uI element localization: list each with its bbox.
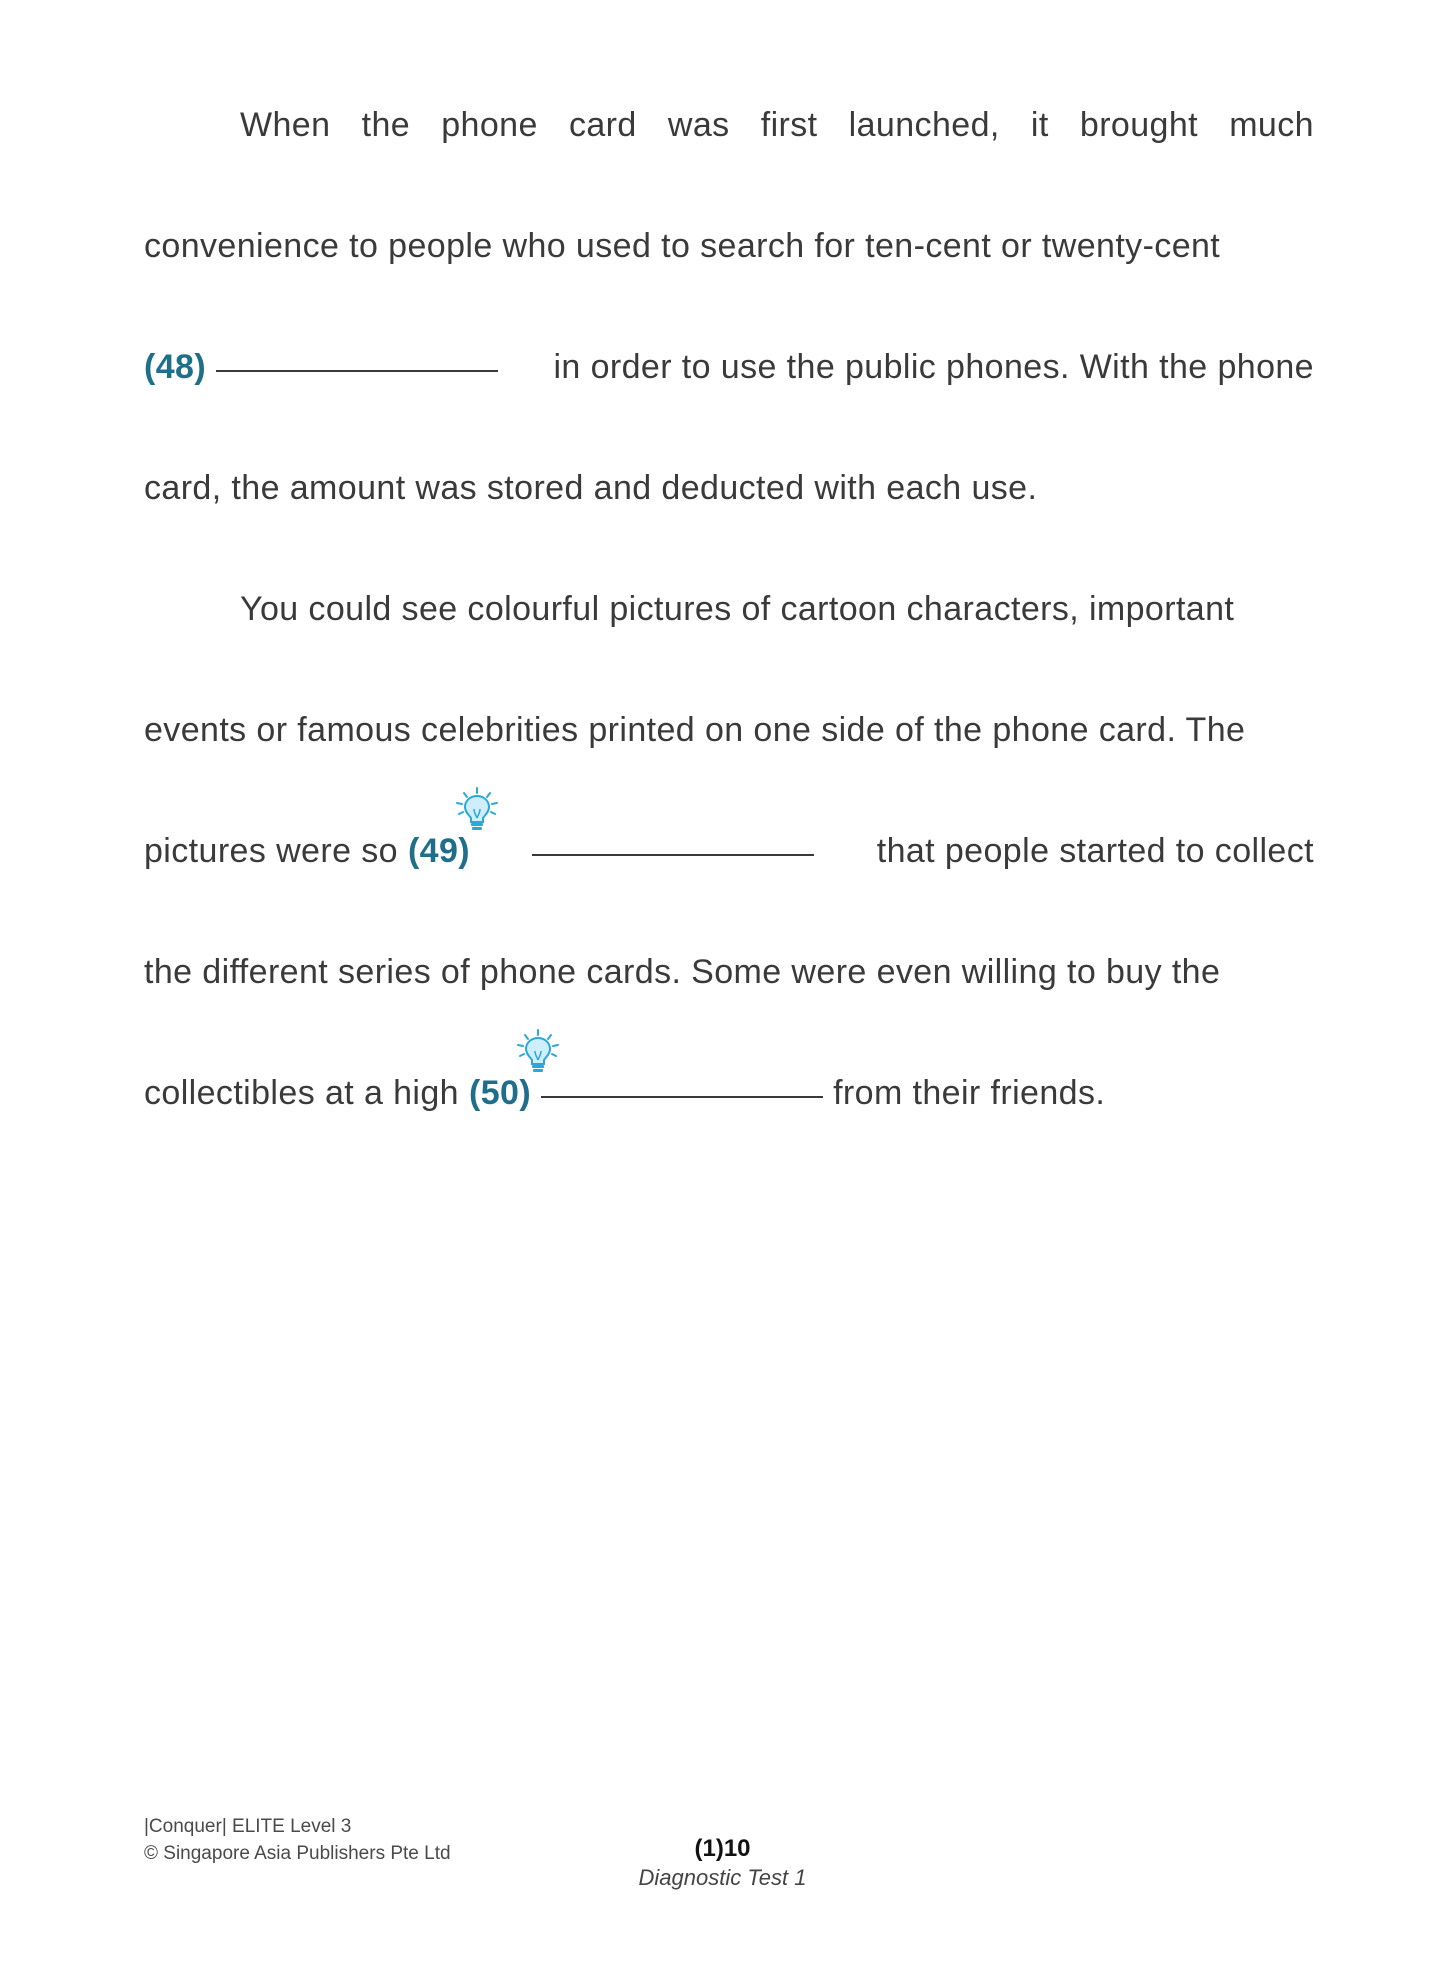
- passage-text: in order to use the public phones. With the phone: [553, 348, 1314, 386]
- passage-line: [144, 337, 1314, 397]
- question-48-group: [144, 337, 498, 397]
- passage-text: convenience to people who used to search for ten-cent or twenty-cent: [144, 227, 1221, 265]
- passage-text: collectibles at a high: [144, 1074, 459, 1112]
- footer-page-info: [0, 1834, 1445, 1892]
- passage-line: [144, 700, 1314, 760]
- answer-blank-48[interactable]: [216, 370, 498, 372]
- passage-line: [144, 216, 1314, 276]
- passage-text: that people started to collect: [876, 832, 1314, 870]
- word: phone: [441, 106, 538, 144]
- question-number-49: (49): [407, 832, 471, 870]
- passage-text: pictures were so: [144, 832, 398, 870]
- passage-line: [240, 579, 1314, 639]
- word: When: [240, 106, 331, 144]
- passage-text: You could see colourful pictures of cartoon characters, important: [240, 590, 1235, 628]
- page-number: (1)10: [694, 1835, 751, 1862]
- question-49-group: [144, 821, 470, 881]
- passage-line: [144, 458, 1314, 518]
- word: was: [667, 106, 730, 144]
- test-name: Diagnostic Test 1: [638, 1865, 807, 1890]
- passage-text: events or famous celebrities printed on one side of the phone card. The: [144, 711, 1246, 749]
- series-title: |Conquer| ELITE Level 3: [144, 1816, 352, 1837]
- question-number-48: (48): [144, 348, 207, 386]
- question-50-group: [144, 1063, 1105, 1123]
- passage-line: [144, 821, 1314, 881]
- word: launched,: [848, 106, 1000, 144]
- word: the: [361, 106, 411, 144]
- passage-text: card, the amount was stored and deducted with each use.: [144, 469, 1038, 507]
- answer-blank-49[interactable]: [532, 854, 814, 856]
- word: it: [1030, 106, 1049, 144]
- word: brought: [1079, 106, 1199, 144]
- word: first: [760, 106, 818, 144]
- word: card: [568, 106, 637, 144]
- copyright-notice: © Singapore Asia Publishers Pte Ltd: [144, 1843, 451, 1864]
- answer-blank-50[interactable]: [541, 1096, 823, 1098]
- passage-text: the different series of phone cards. Some were even willing to buy the: [144, 953, 1221, 991]
- passage-line: [144, 942, 1314, 1002]
- passage-text: from their friends.: [833, 1074, 1106, 1112]
- word: much: [1229, 106, 1314, 144]
- passage-line: [144, 1063, 1314, 1123]
- passage-line: [240, 95, 1314, 155]
- question-number-50: (50): [468, 1074, 532, 1112]
